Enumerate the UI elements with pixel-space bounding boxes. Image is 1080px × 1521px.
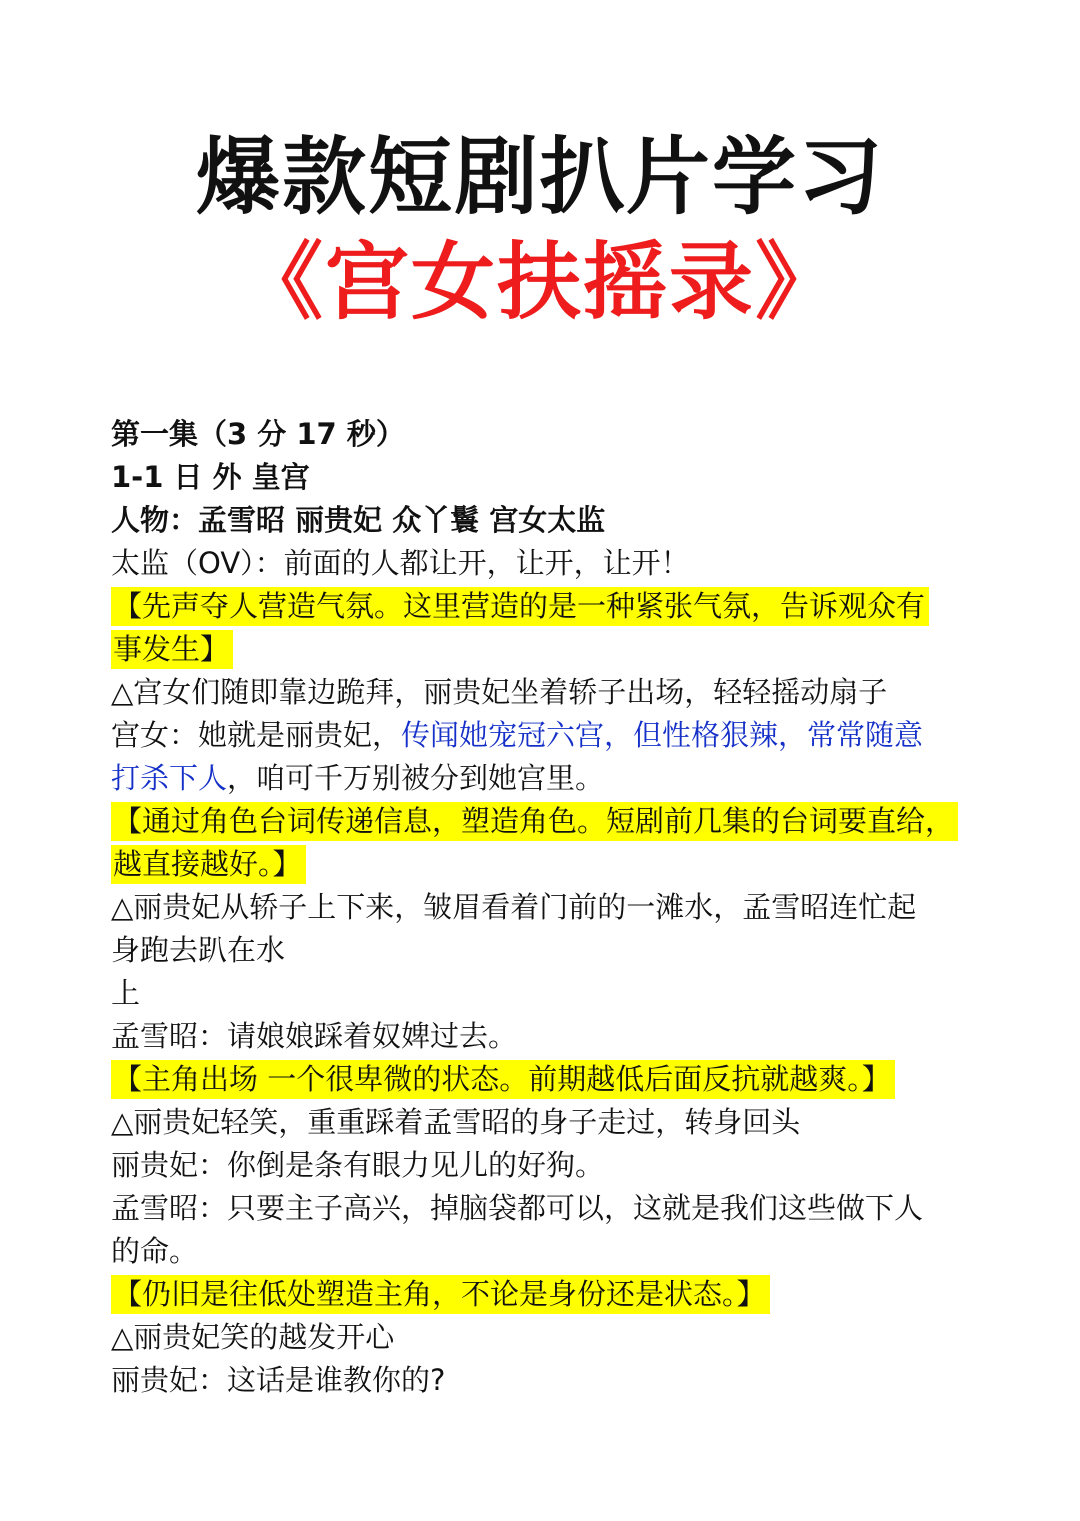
scene-heading-text: 1-1 日 外 皇宫	[111, 460, 310, 494]
dialogue-text: 孟雪昭：请娘娘踩着奴婢过去。	[111, 1019, 518, 1053]
drama-title: 《宫女扶摇录》	[238, 233, 841, 331]
script-line	[111, 1316, 981, 1359]
script-line	[111, 757, 981, 800]
script-line	[111, 671, 981, 714]
emphasis-text: 打杀下人	[111, 761, 228, 795]
script-line	[111, 499, 981, 542]
script-line	[111, 628, 981, 671]
dialogue-text: △丽贵妃笑的越发开心	[111, 1320, 395, 1354]
script-line	[111, 1101, 981, 1144]
dialogue-text: 宫女：她就是丽贵妃，	[111, 718, 402, 752]
script-line	[111, 413, 981, 456]
script-line	[111, 1273, 981, 1316]
annotation-highlight: 越直接越好。】	[111, 845, 306, 884]
annotation-highlight: 事发生】	[111, 630, 233, 669]
script-line	[111, 1144, 981, 1187]
annotation-highlight: 【通过角色台词传递信息，塑造角色。短剧前几集的台词要直给，	[111, 802, 958, 841]
script-line	[111, 886, 981, 929]
emphasis-text: 传闻她宠冠六宫，但性格狠辣，常常随意	[401, 718, 924, 752]
annotation-highlight: 【主角出场 一个很卑微的状态。前期越低后面反抗就越爽。】	[111, 1060, 895, 1099]
script-line	[111, 972, 981, 1015]
dialogue-text: 上	[111, 976, 141, 1010]
dialogue-text: 丽贵妃：你倒是条有眼力见儿的好狗。	[111, 1148, 605, 1182]
script-line	[111, 1015, 981, 1058]
scene-heading-text: 人物：孟雪昭 丽贵妃 众丫鬟 宫女太监	[111, 503, 606, 537]
dialogue-text: △丽贵妃从轿子上下来，皱眉看着门前的一滩水，孟雪昭连忙起	[111, 890, 917, 924]
dialogue-text: 太监（OV）：前面的人都让开，让开，让开！	[111, 546, 690, 580]
script-line	[111, 714, 981, 757]
script-line	[111, 843, 981, 886]
script-line	[111, 1359, 981, 1402]
dialogue-text: ，咱可千万别被分到她宫里。	[227, 761, 605, 795]
script-body	[111, 413, 981, 1402]
script-line	[111, 929, 981, 972]
dialogue-text: △丽贵妃轻笑，重重踩着孟雪昭的身子走过，转身回头	[111, 1105, 801, 1139]
script-line	[111, 1058, 981, 1101]
script-line	[111, 585, 981, 628]
dialogue-text: 丽贵妃：这话是谁教你的?	[111, 1363, 446, 1397]
script-line	[111, 542, 981, 585]
script-line	[111, 800, 981, 843]
dialogue-text: 的命。	[111, 1234, 199, 1268]
annotation-highlight: 【先声夺人营造气氛。这里营造的是一种紧张气氛，告诉观众有	[111, 587, 929, 626]
dialogue-text: △宫女们随即靠边跪拜，丽贵妃坐着轿子出场，轻轻摇动扇子	[111, 675, 888, 709]
annotation-highlight: 【仍旧是往低处塑造主角，不论是身份还是状态。】	[111, 1275, 770, 1314]
dialogue-text: 孟雪昭：只要主子高兴，掉脑袋都可以，这就是我们这些做下人	[111, 1191, 924, 1225]
script-line	[111, 456, 981, 499]
dialogue-text: 身跑去趴在水	[111, 933, 286, 967]
script-line	[111, 1187, 981, 1230]
page-title: 爆款短剧扒片学习	[195, 128, 884, 226]
scene-heading-text: 第一集（3 分 17 秒）	[111, 417, 405, 451]
script-line	[111, 1230, 981, 1273]
